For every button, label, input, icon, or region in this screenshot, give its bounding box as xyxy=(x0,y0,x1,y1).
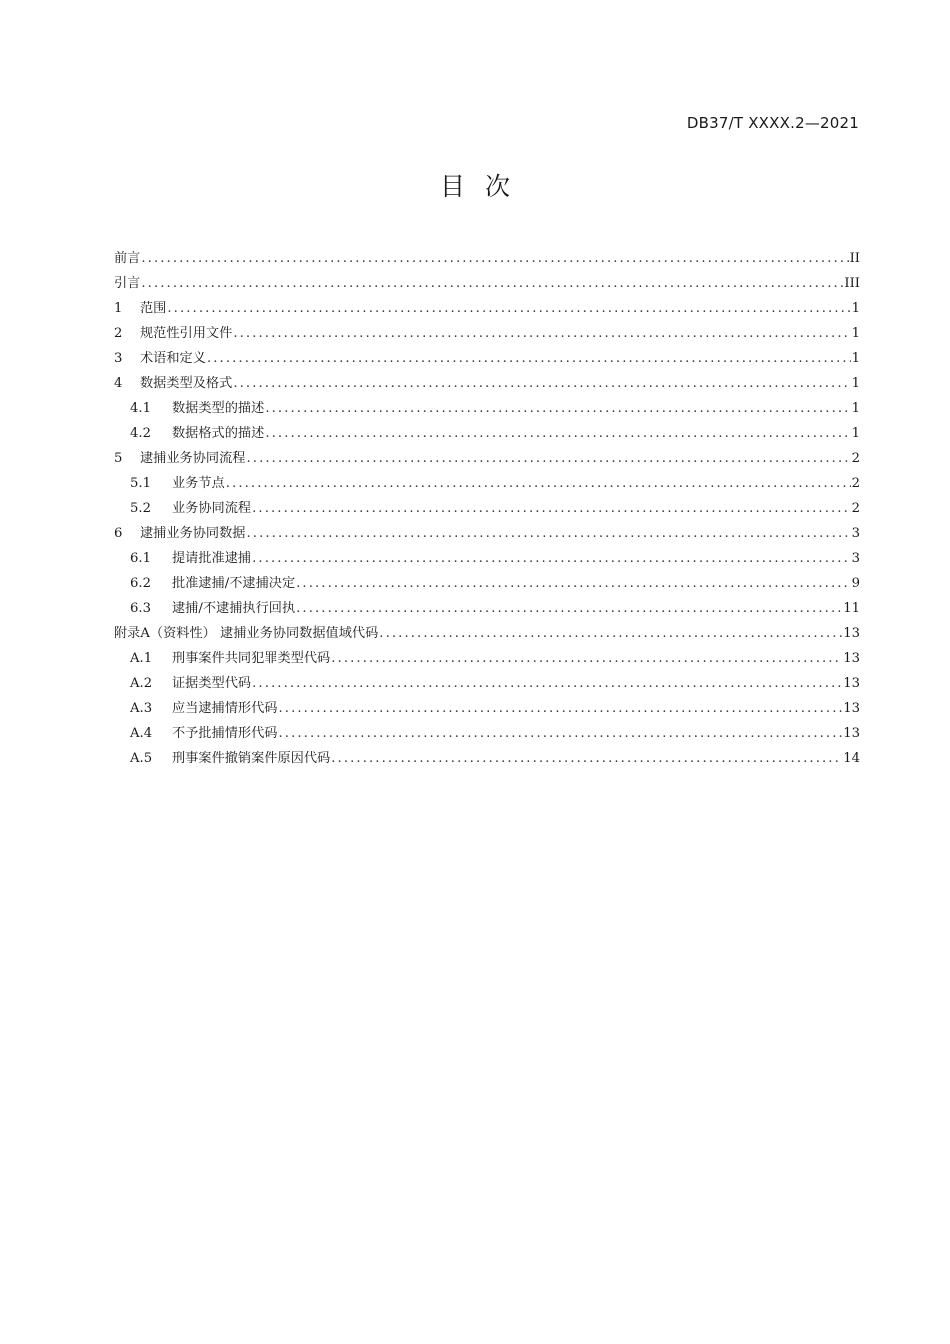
toc-entry[interactable] xyxy=(114,597,860,622)
toc-entry-number: 5 xyxy=(114,451,123,466)
toc-entry-page: 9 xyxy=(851,576,860,591)
toc-entry[interactable] xyxy=(114,572,860,597)
toc-entry-title: 逮捕业务协同流程 xyxy=(140,451,246,466)
toc-entry[interactable] xyxy=(114,472,860,497)
toc-leader-dots xyxy=(141,276,843,291)
toc-entry[interactable] xyxy=(114,622,860,647)
toc-entry-number: 6.2 xyxy=(130,576,151,591)
toc-entry[interactable] xyxy=(114,722,860,747)
toc-entry-page: 13 xyxy=(843,726,860,741)
toc-entry[interactable] xyxy=(114,447,860,472)
toc-entry-page: 13 xyxy=(843,676,860,691)
toc-entry-number: 2 xyxy=(114,326,123,341)
document-code: DB37/T XXXX.2—2021 xyxy=(686,114,859,132)
toc-entry-title: 逮捕业务协同数据 xyxy=(140,526,246,541)
toc-entry-title: 刑事案件共同犯罪类型代码 xyxy=(172,651,331,666)
toc-leader-dots xyxy=(296,601,842,616)
toc-leader-dots xyxy=(279,726,843,741)
toc-entry[interactable] xyxy=(114,397,860,422)
toc-leader-dots xyxy=(265,401,850,416)
toc-entry-page: 2 xyxy=(851,451,860,466)
toc-entry[interactable] xyxy=(114,372,860,397)
toc-entry-number: 4.1 xyxy=(130,401,151,416)
toc-entry[interactable] xyxy=(114,547,860,572)
toc-entry[interactable] xyxy=(114,247,860,272)
toc-entry-title: 批准逮捕/不逮捕决定 xyxy=(172,576,296,591)
toc-entry[interactable] xyxy=(114,297,860,322)
toc-leader-dots xyxy=(379,626,842,641)
toc-leader-dots xyxy=(247,526,851,541)
toc-leader-dots xyxy=(207,351,851,366)
toc-entry-title: 提请批准逮捕 xyxy=(172,551,252,566)
toc-entry-page: 1 xyxy=(851,351,860,366)
toc-entry-number: 3 xyxy=(114,351,123,366)
toc-entry[interactable] xyxy=(114,672,860,697)
toc-entry-title: 范围 xyxy=(140,301,167,316)
table-of-contents xyxy=(114,247,860,772)
toc-entry-title: 术语和定义 xyxy=(140,351,206,366)
toc-entry-page: 1 xyxy=(851,426,860,441)
toc-entry-number: 6.1 xyxy=(130,551,151,566)
toc-entry[interactable] xyxy=(114,322,860,347)
toc-entry[interactable] xyxy=(114,347,860,372)
toc-entry-number: A.2 xyxy=(130,676,153,691)
toc-entry-page: 1 xyxy=(851,376,860,391)
toc-entry-title: 前言 xyxy=(114,251,141,266)
toc-entry-page: 14 xyxy=(843,751,860,766)
toc-leader-dots xyxy=(226,476,851,491)
toc-entry-number: 6.3 xyxy=(130,601,151,616)
toc-leader-dots xyxy=(331,651,842,666)
toc-entry-title: 业务协同流程 xyxy=(172,501,252,516)
toc-entry-number: A.4 xyxy=(130,726,153,741)
toc-entry-title: 引言 xyxy=(114,276,141,291)
toc-entry-page: III xyxy=(844,276,860,291)
toc-entry-number: 5.2 xyxy=(130,501,151,516)
toc-entry-title: 附录A（资料性） 逮捕业务协同数据值域代码 xyxy=(114,626,379,641)
toc-entry-title: 逮捕/不逮捕执行回执 xyxy=(172,601,296,616)
toc-entry[interactable] xyxy=(114,272,860,297)
toc-entry-page: 1 xyxy=(851,326,860,341)
toc-leader-dots xyxy=(331,751,842,766)
toc-entry-page: 3 xyxy=(851,526,860,541)
toc-entry-title: 证据类型代码 xyxy=(172,676,252,691)
toc-entry-number: 4 xyxy=(114,376,123,391)
toc-leader-dots xyxy=(247,451,851,466)
toc-entry-page: 1 xyxy=(851,301,860,316)
toc-entry-title: 业务节点 xyxy=(172,476,225,491)
toc-entry[interactable] xyxy=(114,647,860,672)
toc-entry-number: 5.1 xyxy=(130,476,151,491)
toc-leader-dots xyxy=(252,501,850,516)
toc-leader-dots xyxy=(233,326,850,341)
toc-entry-title: 规范性引用文件 xyxy=(140,326,233,341)
toc-entry-number: A.1 xyxy=(130,651,153,666)
toc-entry-number: 1 xyxy=(114,301,123,316)
toc-leader-dots xyxy=(252,676,842,691)
toc-entry-page: 13 xyxy=(843,651,860,666)
toc-leader-dots xyxy=(296,576,850,591)
toc-entry-page: 13 xyxy=(843,626,860,641)
toc-leader-dots xyxy=(167,301,850,316)
toc-entry-page: 3 xyxy=(851,551,860,566)
toc-leader-dots xyxy=(265,426,850,441)
toc-entry-title: 刑事案件撤销案件原因代码 xyxy=(172,751,331,766)
toc-entry-number: 6 xyxy=(114,526,123,541)
toc-leader-dots xyxy=(141,251,848,266)
toc-entry[interactable] xyxy=(114,747,860,772)
toc-entry-title: 不予批捕情形代码 xyxy=(172,726,278,741)
toc-entry-page: 11 xyxy=(843,601,860,616)
toc-entry-title: 应当逮捕情形代码 xyxy=(172,701,278,716)
toc-entry-page: II xyxy=(849,251,860,266)
toc-leader-dots xyxy=(252,551,850,566)
toc-entry-number: A.3 xyxy=(130,701,153,716)
toc-entry-page: 2 xyxy=(851,476,860,491)
toc-entry-number: A.5 xyxy=(130,751,153,766)
toc-entry-title: 数据格式的描述 xyxy=(172,426,265,441)
toc-entry-title: 数据类型的描述 xyxy=(172,401,265,416)
toc-entry[interactable] xyxy=(114,422,860,447)
toc-entry[interactable] xyxy=(114,522,860,547)
toc-entry-number: 4.2 xyxy=(130,426,151,441)
toc-entry-title: 数据类型及格式 xyxy=(140,376,233,391)
toc-leader-dots xyxy=(279,701,843,716)
toc-entry-page: 13 xyxy=(843,701,860,716)
page-title: 目次 xyxy=(439,172,530,201)
toc-entry-page: 2 xyxy=(851,501,860,516)
toc-entry[interactable] xyxy=(114,697,860,722)
toc-leader-dots xyxy=(233,376,850,391)
toc-entry-page: 1 xyxy=(851,401,860,416)
toc-entry[interactable] xyxy=(114,497,860,522)
